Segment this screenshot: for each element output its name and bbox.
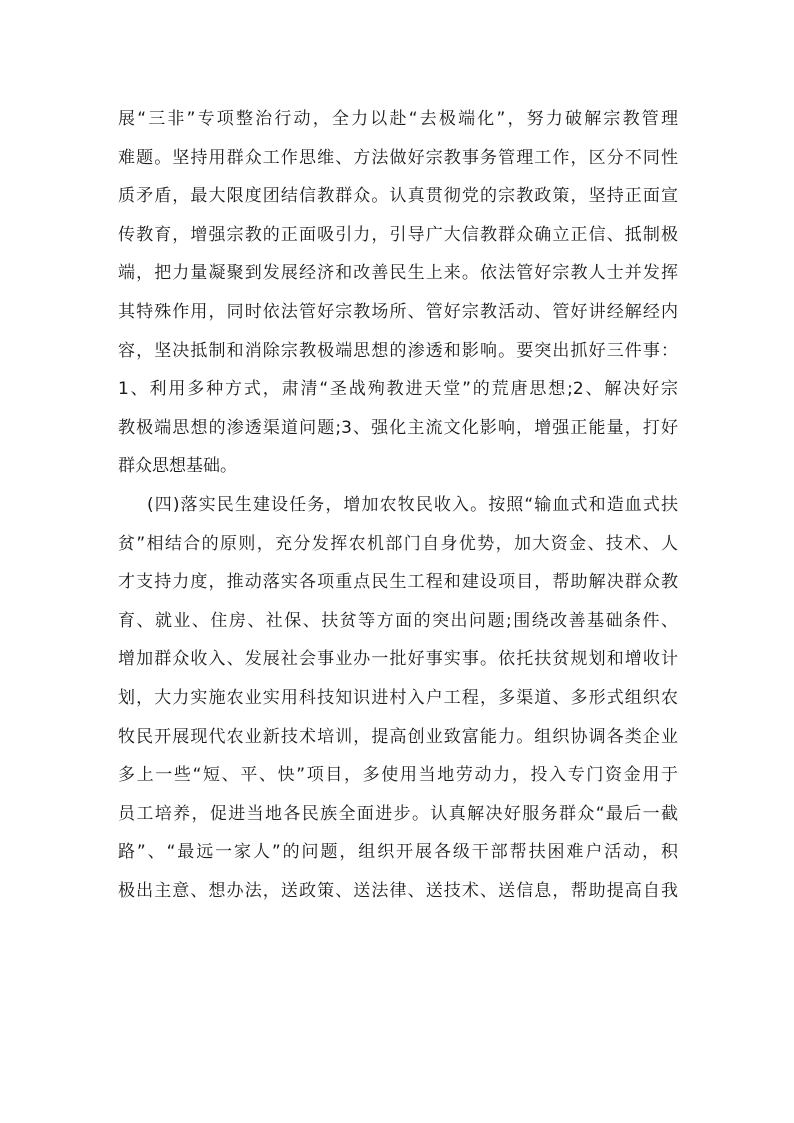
text-line: 端，把力量凝聚到发展经济和改善民生上来。依法管好宗教人士并发挥 <box>118 263 678 284</box>
text-line: 牧民开展现代农业新技术培训，提高创业致富能力。组织协调各类企业 <box>118 726 678 747</box>
paragraph-heading-line: (四)落实民生建设任务，增加农牧民收入。按照“输血式和造血式扶 <box>147 494 678 515</box>
paragraph-livelihood-construction <box>118 486 678 911</box>
text-line: 教极端思想的渗透渠道问题;3、强化主流文化影响，增强正能量，打好 <box>118 417 678 438</box>
text-line: 极出主意、想办法，送政策、送法律、送技术、送信息，帮助提高自我 <box>118 880 678 901</box>
text-line: 路”、“最远一家人”的问题，组织开展各级干部帮扶困难户活动，积 <box>118 842 678 863</box>
text-line: 群众思想基础。 <box>118 456 237 477</box>
text-line: 育、就业、住房、社保、扶贫等方面的突出问题;围绕改善基础条件、 <box>118 610 678 631</box>
text-line: 展“三非”专项整治行动，全力以赴“去极端化”，努力破解宗教管理 <box>118 109 678 129</box>
text-line: 划，大力实施农业实用科技知识进村入户工程，多渠道、多形式组织农 <box>118 687 678 708</box>
paragraph-religious-affairs <box>118 100 678 486</box>
text-line: 难题。坚持用群众工作思维、方法做好宗教事务管理工作，区分不同性 <box>118 147 678 168</box>
text-line: 传教育，增强宗教的正面吸引力，引导广大信教群众确立正信、抵制极 <box>118 224 678 245</box>
text-line: 其特殊作用，同时依法管好宗教场所、管好宗教活动、管好讲经解经内 <box>118 301 678 322</box>
text-line: 员工培养，促进当地各民族全面进步。认真解决好服务群众“最后一截 <box>118 803 678 824</box>
text-line: 质矛盾，最大限度团结信教群众。认真贯彻党的宗教政策，坚持正面宣 <box>118 186 678 207</box>
text-line: 多上一些“短、平、快”项目，多使用当地劳动力，投入专门资金用于 <box>118 765 678 786</box>
text-line: 1、利用多种方式，肃清“圣战殉教进天堂”的荒唐思想;2、解决好宗 <box>118 379 678 400</box>
text-line: 才支持力度，推动落实各项重点民生工程和建设项目，帮助解决群众教 <box>118 572 678 593</box>
text-line: 容，坚决抵制和消除宗教极端思想的渗透和影响。要突出抓好三件事： <box>118 340 678 361</box>
document-body <box>118 100 678 910</box>
text-line: 贫”相结合的原则，充分发挥农机部门自身优势，加大资金、技术、人 <box>118 533 678 554</box>
text-line: 增加群众收入、发展社会事业办一批好事实事。依托扶贫规划和增收计 <box>118 649 678 670</box>
